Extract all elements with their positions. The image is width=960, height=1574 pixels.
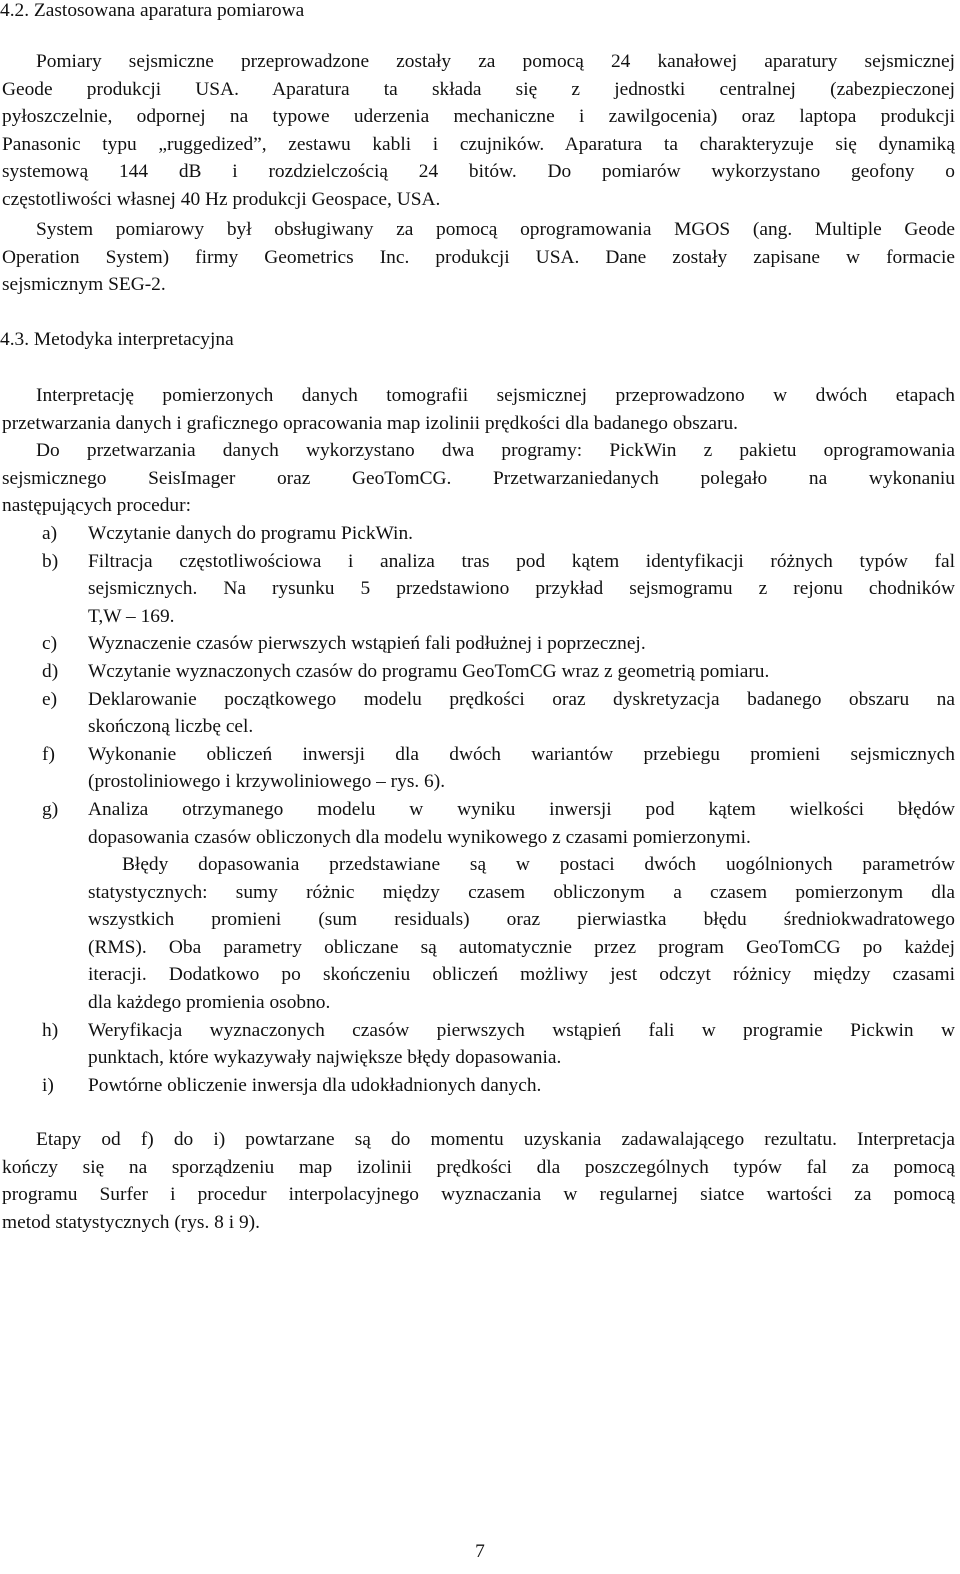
list-item-label: f) (42, 743, 55, 765)
list-item-label: b) (42, 550, 59, 572)
text-line: Wczytanie danych do programu PickWin. (88, 522, 413, 544)
paragraph-interpretation (2, 382, 955, 1099)
text-line: dla każdego promienia osobno. (88, 992, 331, 1014)
text-line: T,W – 169. (88, 605, 175, 627)
list-item (2, 1072, 955, 1100)
text-line: Błędy dopasowania przedstawiane są w postaci dwóch uogólnionych parametrów (122, 854, 955, 876)
text-line: sejsmicznego SeisImager oraz GeoTomCG. Przetwarzaniedanych polegało na wykonaniu (2, 467, 955, 489)
text-line: (prostoliniowego i krzywoliniowego – rys. 6). (88, 771, 446, 793)
paragraph-system (2, 216, 955, 299)
text-line: Powtórne obliczenie inwersja dla udokładnionych danych. (88, 1074, 542, 1096)
text-line: skończoną liczbę cel. (88, 716, 254, 738)
text-line: Geode produkcji USA. Aparatura ta składa się z jednostki centralnej (zabezpieczonej (2, 78, 955, 100)
text-line: Etapy od f) do i) powtarzane są do momentu uzyskania zadawalającego rezultatu. Interpretacja (36, 1129, 955, 1150)
text-line: Interpretację pomierzonych danych tomografii sejsmicznej przeprowadzono w dwóch etapach (36, 385, 955, 406)
list-item (2, 520, 955, 548)
list-item-label: g) (42, 798, 59, 820)
text-line: Do przetwarzania danych wykorzystano dwa programy: PickWin z pakietu oprogramowania (36, 440, 955, 462)
list-item (2, 1017, 955, 1072)
list-item (2, 630, 955, 658)
text-line: Deklarowanie początkowego modelu prędkości oraz dyskretyzacja badanego obszaru na (88, 688, 955, 710)
list-item (2, 658, 955, 686)
list-item (2, 741, 955, 796)
text-line: metod statystycznych (rys. 8 i 9). (2, 1211, 260, 1233)
list-item-label: a) (42, 522, 58, 544)
text-line: programu Surfer i procedur interpolacyjnego wyznaczania w regularnej siatce wartości za pomocą (2, 1184, 955, 1206)
text-line: punktach, które wykazywały największe błędy dopasowania. (88, 1047, 562, 1069)
list-item-label: d) (42, 660, 59, 682)
text-line: Weryfikacja wyznaczonych czasów pierwszych wstąpień fali w programie Pickwin w (88, 1019, 955, 1041)
text-line: Wyznaczenie czasów pierwszych wstąpień fali podłużnej i poprzecznej. (88, 633, 646, 655)
list-item (2, 796, 955, 1017)
text-line: przetwarzania danych i graficznego opracowania map izolinii prędkości dla badanego obszaru. (2, 412, 738, 434)
list-item-label: c) (42, 633, 58, 655)
text-line: iteracji. Dodatkowo po skończeniu obliczeń możliwy jest odczyt różnicy między czasami (88, 964, 955, 986)
text-line: sejsmicznych. Na rysunku 5 przedstawiono przykład sejsmogramu z rejonu chodników (88, 578, 955, 600)
text-line: systemową 144 dB i rozdzielczością 24 bitów. Do pomiarów wykorzystano geofony o (2, 161, 955, 183)
text-line: kończy się na sporządzeniu map izolinii prędkości dla poszczególnych typów fal za pomocą (2, 1156, 955, 1178)
page-number: 7 (475, 1541, 485, 1562)
text-line: następujących procedur: (2, 495, 191, 517)
paragraph-equipment (2, 48, 955, 214)
section-heading-4-2: 4.2. Zastosowana aparatura pomiarowa (0, 0, 305, 21)
list-item-label: e) (42, 688, 58, 710)
text-line: Pomiary sejsmiczne przeprowadzone zostały za pomocą 24 kanałowej aparatury sejsmicznej (36, 51, 955, 72)
text-line: Panasonic typu „ruggedized”, zestawu kabli i czujników. Aparatura ta charakteryzuje się dynamiką (2, 133, 955, 155)
text-line: częstotliwości własnej 40 Hz produkcji Geospace, USA. (2, 188, 441, 210)
text-line: sejsmicznym SEG-2. (2, 274, 166, 296)
text-line: Wykonanie obliczeń inwersji dla dwóch wariantów przebiegu promieni sejsmicznych (88, 743, 955, 765)
text-line: dopasowania czasów obliczonych dla modelu wynikowego z czasami pomierzonymi. (88, 826, 751, 848)
list-item (2, 686, 955, 741)
text-line: (RMS). Oba parametry obliczane są automatycznie przez program GeoTomCG po każdej (88, 936, 955, 958)
text-line: statystycznych: sumy różnic między czasem obliczonym a czasem pomierzonym dla (88, 881, 955, 903)
list-item-label: h) (42, 1019, 59, 1041)
text-line: Filtracja częstotliwościowa i analiza tras pod kątem identyfikacji różnych typów fal (88, 550, 955, 572)
text-line: System pomiarowy był obsługiwany za pomocą oprogramowania MGOS (ang. Multiple Geode (36, 219, 955, 240)
text-line: Operation System) firmy Geometrics Inc. produkcji USA. Dane zostały zapisane w formacie (2, 246, 955, 268)
text-line: Wczytanie wyznaczonych czasów do programu GeoTomCG wraz z geometrią pomiaru. (88, 660, 770, 682)
list-item (2, 548, 955, 631)
text-line: pyłoszczelnie, odpornej na typowe uderzenia mechaniczne i zawilgocenia) oraz laptopa produkcji (2, 106, 955, 128)
text-line: Analiza otrzymanego modelu w wyniku inwersji pod kątem wielkości błędów (88, 798, 955, 820)
text-line: wszystkich promieni (sum residuals) oraz pierwiastka błędu średniokwadratowego (88, 909, 955, 931)
section-heading-4-3: 4.3. Metodyka interpretacyjna (0, 329, 234, 350)
list-item-label: i) (42, 1074, 54, 1096)
paragraph-closing (2, 1126, 955, 1236)
